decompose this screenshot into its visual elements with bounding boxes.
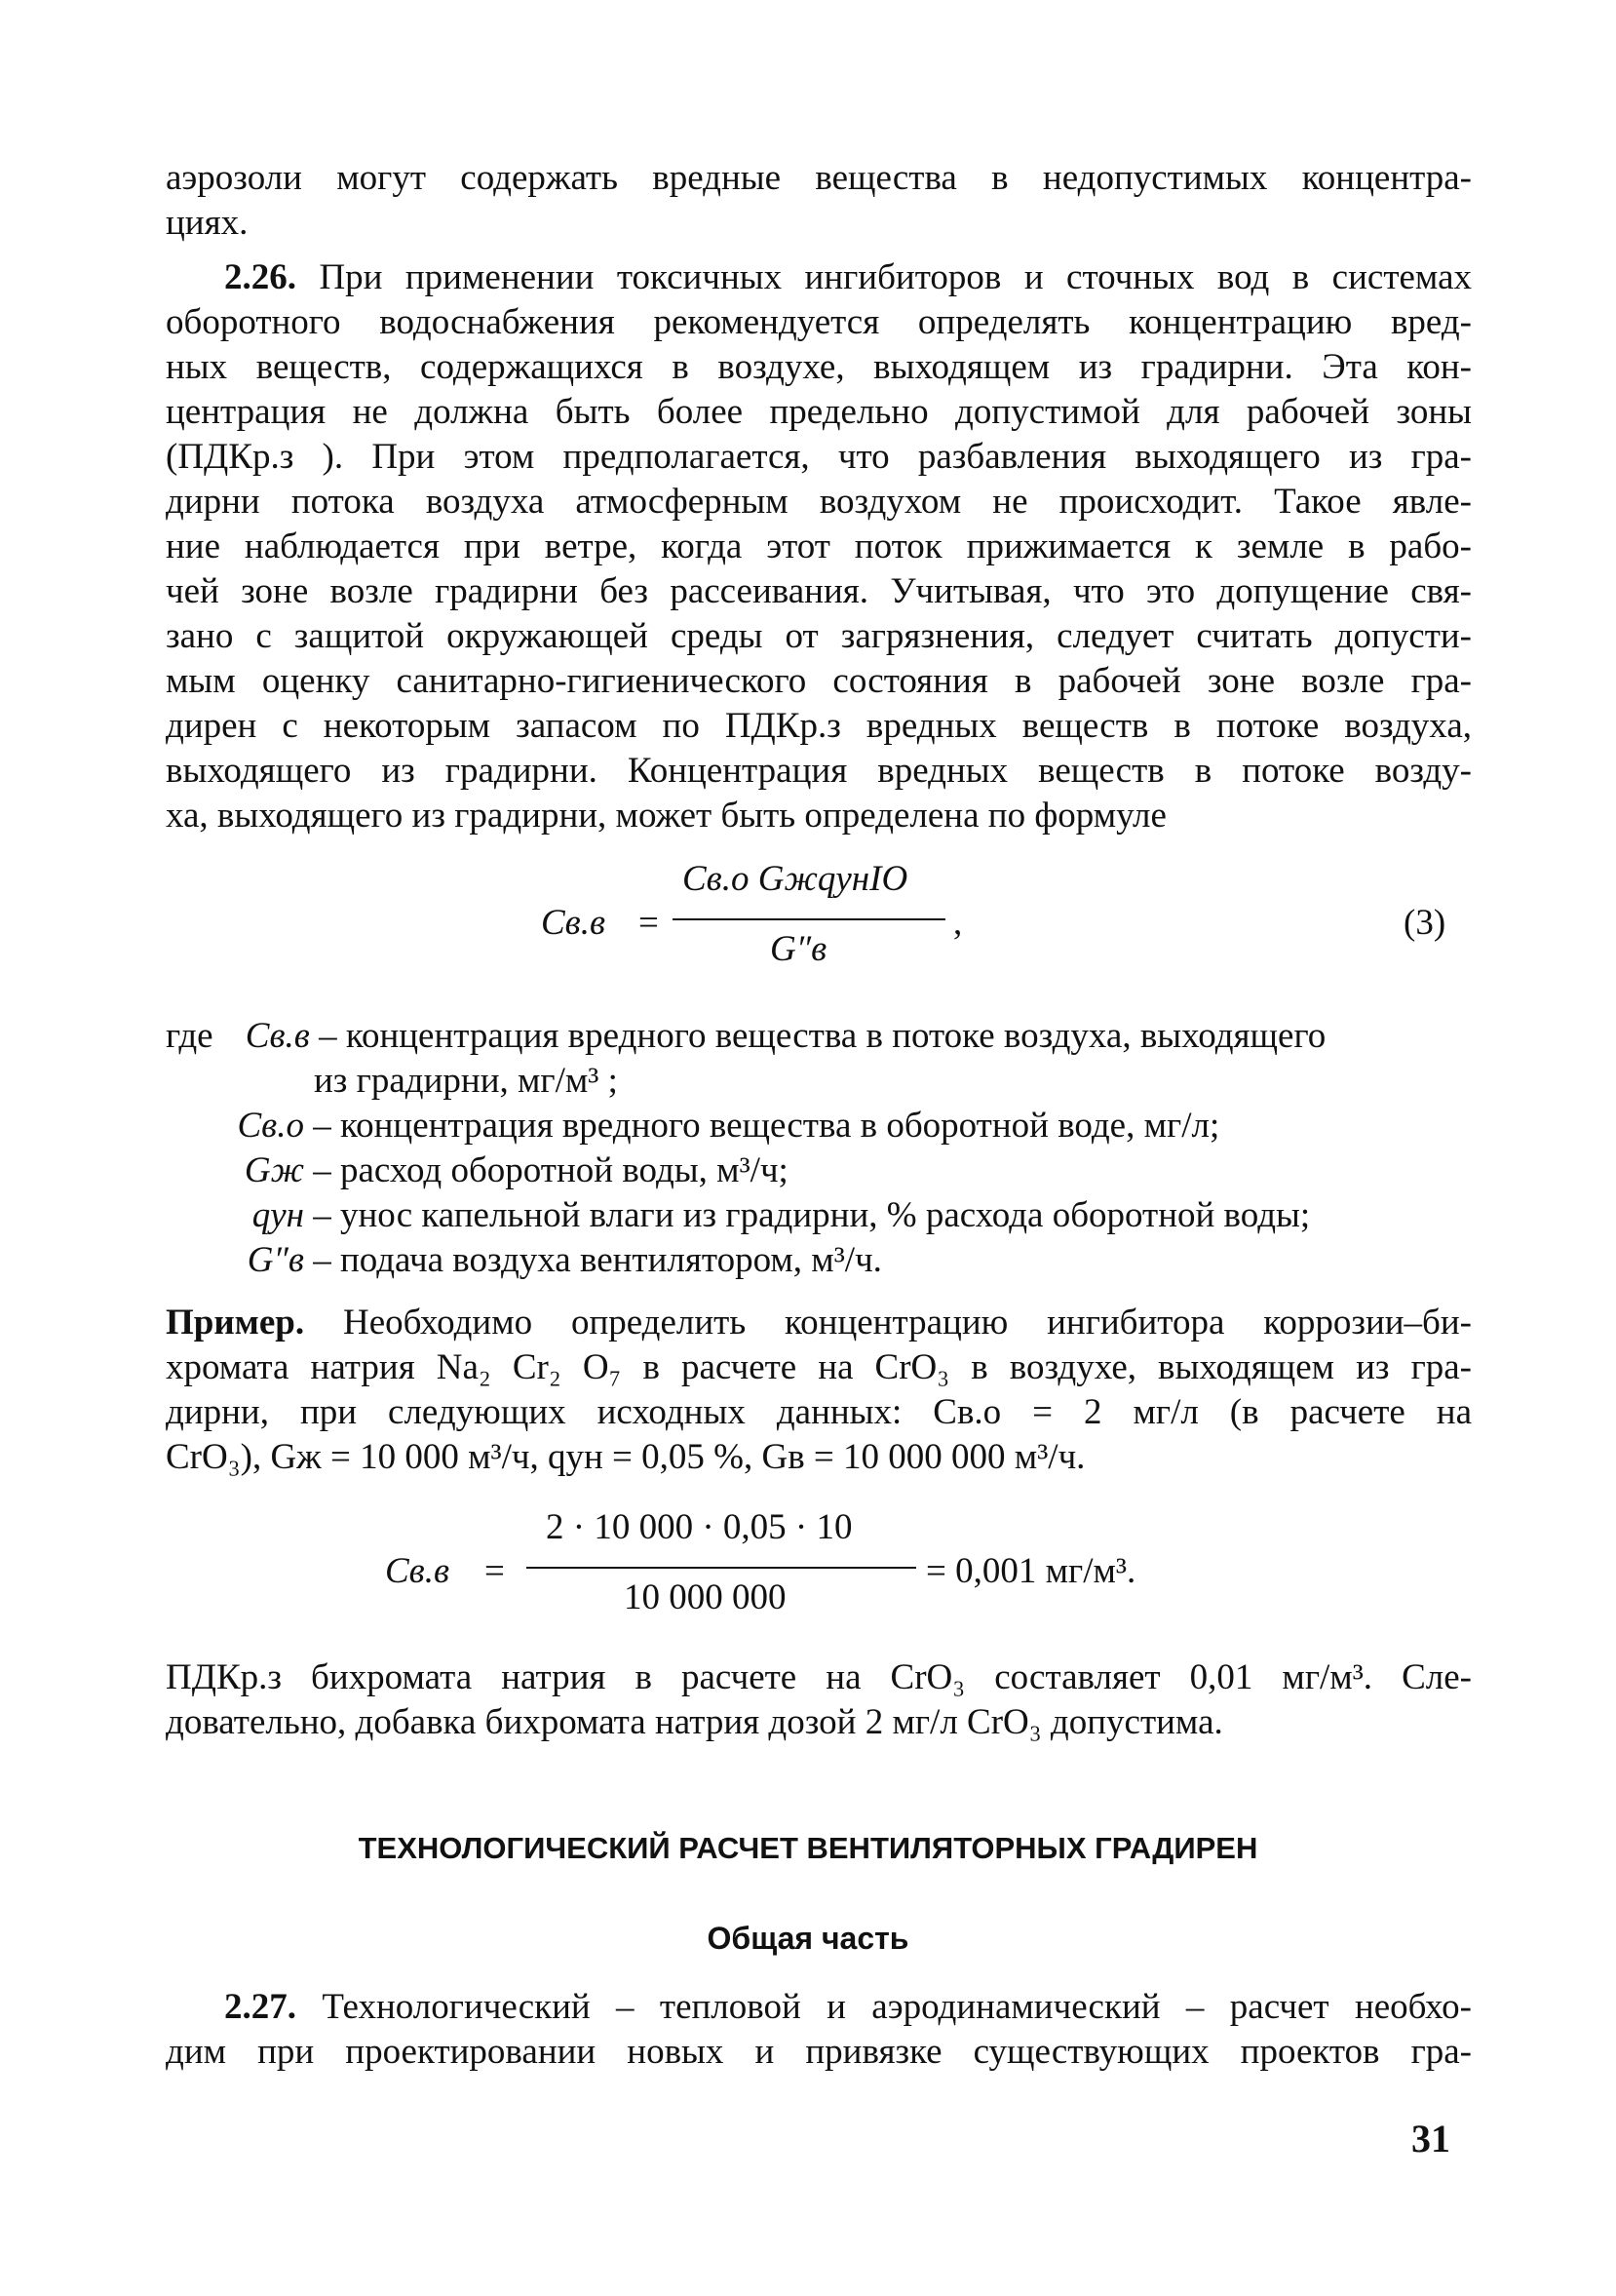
paragraph-line: ха, выходящего из градирни, может быть определена по формуле: [166, 796, 1167, 836]
example-text: Необходимо определить концентрацию ингибитора коррозии–би-: [342, 1303, 1473, 1343]
paragraph-line: дирен с некоторым запасом по ПДКр.з вредных веществ в потоке воздуха,: [166, 706, 1472, 746]
definition-row: [314, 1059, 618, 1104]
paragraph-line: центрация не должна быть более предельно допустимой для рабочей зоны: [166, 392, 1472, 432]
paragraph-line: CrO₃), Gж = 10 000 м³/ч, qун = 0,05 %, Gв = 10 000 000 м³/ч.: [166, 1437, 1086, 1477]
definition-symbol: Cв.о: [237, 1106, 304, 1146]
paragraph-line: выходящего из градирни. Концентрация вредных веществ в потоке возду-: [166, 751, 1472, 791]
definition-text: – концентрация вредного вещества в потоке воздуха, выходящего: [319, 1016, 1327, 1056]
section-text: При применении токсичных ингибиторов и сточных вод в системах: [319, 257, 1473, 297]
calc-result: = 0,001 мг/м³.: [926, 1551, 1136, 1591]
paragraph-line: циях.: [166, 203, 249, 243]
section-text: Технологический – тепловой и аэродинамический – расчет необхо-: [322, 1987, 1472, 2027]
definitions-intro: где: [166, 1016, 213, 1056]
paragraph-line: хромата натрия Na₂ Cr₂ O₇ в расчете на CrO₃ в воздухе, выходящем из гра-: [166, 1347, 1472, 1387]
paragraph-line: дирни потока воздуха атмосферным воздухом не происходит. Такое явле-: [166, 482, 1472, 522]
paragraph-line: довательно, добавка бихромата натрия дозой 2 мг/л CrO₃ допустима.: [166, 1702, 1223, 1742]
section-226-first-line: [224, 255, 1472, 300]
formula-3-comma: ,: [953, 903, 963, 943]
formula-3-number: (3): [1404, 903, 1446, 943]
paragraph-line: ние наблюдается при ветре, когда этот поток прижимается к земле в рабо-: [166, 526, 1472, 566]
formula-3-numerator: Cв.о GжqунIO: [682, 859, 908, 899]
calc-equals: =: [484, 1551, 505, 1591]
calc-lhs: Cв.в: [385, 1551, 450, 1591]
paragraph-line: ных веществ, содержащихся в воздухе, выходящем из градирни. Эта кон-: [166, 347, 1472, 387]
formula-3-fraction-bar: [673, 918, 945, 920]
definition-symbol: Gж: [244, 1150, 304, 1190]
section-number: 2.27.: [224, 1987, 296, 2027]
subsection-heading: Общая часть: [707, 1921, 909, 1956]
section-heading: ТЕХНОЛОГИЧЕСКИЙ РАСЧЕТ ВЕНТИЛЯТОРНЫХ ГРАДИРЕН: [358, 1831, 1258, 1865]
section-number: 2.26.: [224, 257, 296, 297]
paragraph-line: дим при проектировании новых и привязке существующих проектов гра-: [166, 2032, 1472, 2072]
page-number: 31: [1411, 2117, 1450, 2160]
paragraph-line: зано с защитой окружающей среды от загрязнения, следует считать допусти-: [166, 616, 1472, 656]
definition-symbol: Cв.в: [245, 1016, 310, 1056]
calc-denominator: 10 000 000: [624, 1577, 787, 1617]
definition-text: – концентрация вредного вещества в оборотной воде, мг/л;: [313, 1106, 1220, 1146]
definition-text: из градирни, мг/м³ ;: [314, 1061, 618, 1101]
definition-row: [166, 1148, 789, 1193]
formula-3-equals: =: [638, 903, 659, 943]
example-label: Пример.: [166, 1303, 305, 1343]
formula-3-denominator: G″в: [770, 929, 827, 969]
paragraph-line: аэрозоли могут содержать вредные вещества в недопустимых концентра-: [166, 158, 1472, 198]
definition-row: [166, 1104, 1219, 1148]
definition-symbol: G″в: [247, 1240, 304, 1280]
paragraph-line: оборотного водоснабжения рекомендуется определять концентрацию вред-: [166, 302, 1472, 342]
definition-text: – унос капельной влаги из градирни, % расхода оборотной воды;: [313, 1195, 1311, 1235]
paragraph-line: дирни, при следующих исходных данных: Cв.о = 2 мг/л (в расчете на: [166, 1392, 1472, 1432]
definition-text: – подача воздуха вентилятором, м³/ч.: [313, 1240, 882, 1280]
definition-text: – расход оборотной воды, м³/ч;: [313, 1150, 789, 1190]
definition-row: [166, 1014, 1326, 1059]
section-227-first-line: [224, 1985, 1472, 2030]
paragraph-line: чей зоне возле градирни без рассеивания. Учитывая, что это допущение свя-: [166, 571, 1472, 611]
paragraph-line: ПДКр.з бихромата натрия в расчете на CrO₃ составляет 0,01 мг/м³. Сле-: [166, 1657, 1472, 1697]
paragraph-line: мым оценку санитарно-гигиенического состояния в рабочей зоне возле гра-: [166, 661, 1472, 701]
definition-row: [166, 1238, 882, 1283]
definition-symbol: qун: [251, 1195, 304, 1235]
paragraph-line: (ПДКр.з ). При этом предполагается, что разбавления выходящего из гра-: [166, 437, 1472, 477]
example-first-line: [166, 1301, 1472, 1345]
calc-numerator: 2 · 10 000 · 0,05 · 10: [546, 1507, 853, 1547]
definition-row: [166, 1193, 1310, 1238]
formula-3-lhs: Cв.в: [541, 903, 606, 943]
calc-fraction-bar: [526, 1567, 916, 1569]
